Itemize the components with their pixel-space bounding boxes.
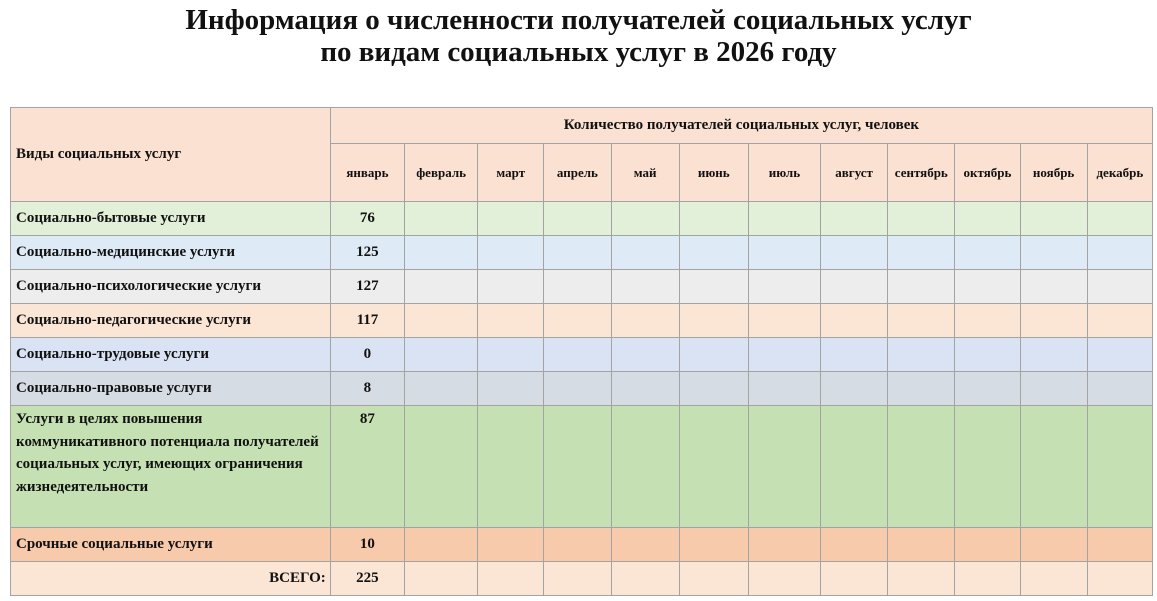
- jan-value: 10: [330, 528, 404, 562]
- table-row: [11, 270, 1153, 304]
- service-type-header: Виды социальных услуг: [11, 108, 331, 202]
- page-title: [0, 4, 1157, 68]
- month-header-feb: февраль: [405, 144, 478, 202]
- title-line-1: Информация о численности получателей социальных услуг: [185, 4, 972, 36]
- total-jan-value: 225: [330, 562, 404, 596]
- recipients-count-header: Количество получателей социальных услуг, человек: [330, 108, 1152, 144]
- row-label: Социально-педагогические услуги: [11, 304, 331, 338]
- jan-value: 8: [330, 372, 404, 406]
- month-header-oct: октябрь: [955, 144, 1020, 202]
- row-label: Социально-медицинские услуги: [11, 236, 331, 270]
- month-header-sep: сентябрь: [888, 144, 955, 202]
- table-row: [11, 236, 1153, 270]
- month-header-aug: август: [821, 144, 888, 202]
- month-header-jun: июнь: [679, 144, 748, 202]
- jan-value: 76: [330, 202, 404, 236]
- table-row: [11, 372, 1153, 406]
- jan-value: 117: [330, 304, 404, 338]
- jan-value: 127: [330, 270, 404, 304]
- row-label: Социально-правовые услуги: [11, 372, 331, 406]
- month-header-mar: март: [478, 144, 544, 202]
- month-header-may: май: [611, 144, 679, 202]
- month-header-jul: июль: [748, 144, 820, 202]
- month-header-dec: декабрь: [1087, 144, 1152, 202]
- row-label: Срочные социальные услуги: [11, 528, 331, 562]
- jan-value: 125: [330, 236, 404, 270]
- total-row: [11, 562, 1153, 596]
- table-row: [11, 202, 1153, 236]
- row-label: Социально-бытовые услуги: [11, 202, 331, 236]
- total-label: ВСЕГО:: [11, 562, 331, 596]
- table-row: [11, 338, 1153, 372]
- jan-value: 0: [330, 338, 404, 372]
- row-label: Социально-психологические услуги: [11, 270, 331, 304]
- month-header-apr: апрель: [544, 144, 611, 202]
- table-row: [11, 528, 1153, 562]
- month-header-nov: ноябрь: [1020, 144, 1087, 202]
- table-row: [11, 304, 1153, 338]
- recipients-table: [10, 107, 1153, 596]
- row-label: Услуги в целях повышения коммуникативного потенциала получателей социальных услуг, имеющих ограничения жизнедеятельности: [11, 406, 331, 528]
- month-header-jan: январь: [330, 144, 404, 202]
- jan-value: 87: [330, 406, 404, 528]
- table-row: [11, 406, 1153, 528]
- row-label: Социально-трудовые услуги: [11, 338, 331, 372]
- title-line-2: по видам социальных услуг в 2026 году: [320, 36, 837, 68]
